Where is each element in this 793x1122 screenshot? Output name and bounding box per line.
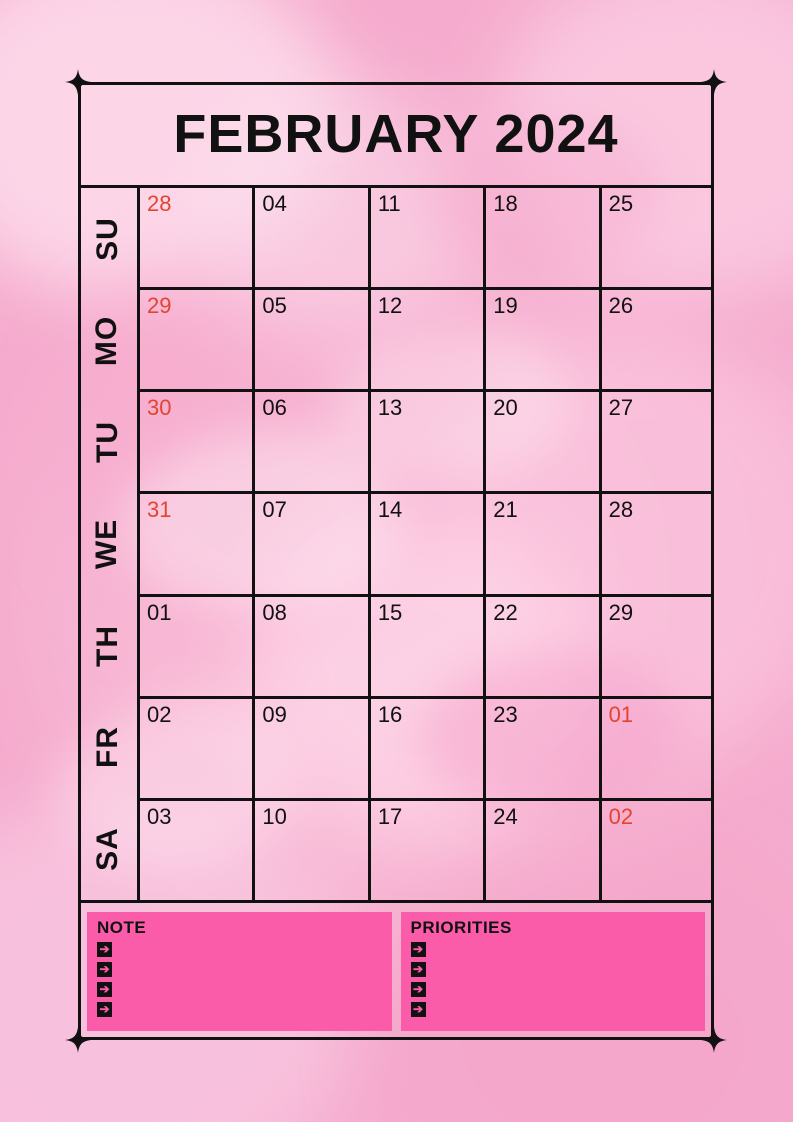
day-cell[interactable] (602, 597, 714, 696)
day-number: 04 (262, 191, 287, 216)
day-number: 03 (147, 803, 172, 829)
day-cell[interactable] (371, 392, 486, 491)
note-line[interactable] (97, 1000, 382, 1018)
day-number: 15 (377, 599, 403, 625)
day-number: 06 (262, 395, 287, 421)
arrow-right-icon: ➔ (411, 1002, 426, 1017)
day-cell[interactable] (602, 392, 714, 491)
day-cell[interactable] (486, 494, 601, 593)
arrow-right-icon: ➔ (97, 962, 112, 977)
day-number: 26 (608, 293, 634, 319)
day-number: 13 (377, 395, 403, 421)
day-cell[interactable] (602, 494, 714, 593)
day-cell[interactable] (255, 290, 370, 389)
day-cell[interactable] (371, 699, 486, 798)
priorities-line[interactable] (411, 1000, 696, 1018)
note-title: NOTE (97, 918, 147, 937)
arrow-right-icon: ➔ (97, 982, 112, 997)
weekday-label-th (78, 595, 137, 697)
day-cell[interactable] (602, 188, 714, 287)
page-title: FEBRUARY 2024 (173, 103, 619, 164)
day-number: 11 (377, 191, 401, 216)
priorities-line[interactable] (411, 980, 696, 998)
day-cell[interactable] (255, 392, 370, 491)
day-cell[interactable] (371, 597, 486, 696)
day-cell[interactable] (140, 699, 255, 798)
note-line-text[interactable] (118, 1009, 382, 1010)
day-number: 22 (493, 599, 518, 625)
day-rows (140, 188, 714, 900)
day-cell[interactable] (140, 494, 255, 593)
day-number: 29 (608, 599, 634, 625)
day-cell[interactable] (602, 699, 714, 798)
weekday-label-text: SA (90, 827, 124, 872)
day-number: 19 (493, 293, 518, 319)
arrow-right-icon: ➔ (411, 982, 426, 997)
weekday-label-text: TU (90, 421, 124, 464)
day-number: 21 (493, 497, 518, 523)
priorities-line[interactable] (411, 940, 696, 958)
day-number: 07 (262, 497, 287, 523)
day-number: 10 (262, 803, 287, 829)
day-cell[interactable] (255, 494, 370, 593)
day-number: 27 (608, 395, 634, 421)
week-row (140, 494, 714, 596)
note-line[interactable] (97, 940, 382, 958)
day-cell[interactable] (602, 801, 714, 900)
week-row (140, 597, 714, 699)
day-cell[interactable] (486, 188, 601, 287)
day-number: 17 (377, 803, 403, 829)
weekday-label-text: MO (90, 315, 124, 366)
weekday-label-fr (78, 697, 137, 799)
day-cell[interactable] (140, 392, 255, 491)
note-line[interactable] (97, 980, 382, 998)
week-row (140, 290, 714, 392)
arrow-right-icon: ➔ (411, 962, 426, 977)
note-lines (97, 940, 382, 1018)
weekday-label-text: SU (90, 217, 124, 261)
day-number: 12 (377, 293, 403, 319)
priorities-title: PRIORITIES (410, 918, 512, 937)
arrow-right-icon: ➔ (411, 942, 426, 957)
day-cell[interactable] (371, 801, 486, 900)
arrow-right-icon: ➔ (97, 1002, 112, 1017)
day-cell[interactable] (140, 597, 255, 696)
day-cell[interactable] (140, 188, 255, 287)
day-cell[interactable] (255, 699, 370, 798)
day-number: 02 (608, 803, 634, 829)
day-cell[interactable] (255, 597, 370, 696)
priorities-line-text[interactable] (432, 949, 696, 950)
weekday-label-text: TH (90, 624, 124, 667)
day-number: 31 (147, 497, 172, 523)
weekday-label-tu (78, 391, 137, 493)
day-number: 14 (377, 497, 403, 523)
week-row (140, 188, 714, 290)
day-number: 20 (493, 395, 518, 421)
week-row (140, 801, 714, 900)
day-cell[interactable] (602, 290, 714, 389)
day-number: 09 (262, 701, 287, 727)
day-cell[interactable] (140, 801, 255, 900)
calendar-title-bar (78, 82, 714, 188)
day-number: 30 (147, 395, 172, 421)
day-number: 28 (608, 497, 634, 523)
weekday-label-text: WE (90, 518, 124, 570)
bottom-panels (78, 900, 714, 1040)
day-cell[interactable] (255, 188, 370, 287)
weekday-label-su (78, 188, 137, 290)
note-line-text[interactable] (118, 949, 382, 950)
day-cell[interactable] (486, 699, 601, 798)
priorities-lines (411, 940, 696, 1018)
day-cell[interactable] (486, 392, 601, 491)
day-number: 01 (608, 701, 634, 727)
note-line[interactable] (97, 960, 382, 978)
weekday-label-sa (78, 798, 137, 900)
note-line-text[interactable] (118, 969, 382, 970)
priorities-line-text[interactable] (432, 989, 696, 990)
priorities-panel[interactable] (401, 912, 706, 1031)
arrow-right-icon: ➔ (97, 942, 112, 957)
day-number: 29 (147, 293, 172, 319)
day-number: 25 (608, 191, 634, 216)
day-number: 05 (262, 293, 287, 319)
day-cell[interactable] (255, 801, 370, 900)
day-cell[interactable] (486, 290, 601, 389)
calendar-grid (78, 188, 714, 900)
weekday-label-mo (78, 290, 137, 392)
day-number: 28 (147, 191, 172, 216)
priorities-line-text[interactable] (432, 1009, 696, 1010)
day-number: 24 (493, 803, 518, 829)
priorities-line-text[interactable] (432, 969, 696, 970)
day-cell[interactable] (371, 188, 486, 287)
weekday-label-column (78, 188, 140, 900)
day-number: 08 (262, 599, 287, 625)
day-number: 02 (147, 701, 172, 727)
note-panel[interactable] (87, 912, 392, 1031)
day-cell[interactable] (371, 290, 486, 389)
week-row (140, 392, 714, 494)
day-cell[interactable] (486, 801, 601, 900)
day-number: 18 (493, 191, 518, 216)
day-number: 16 (377, 701, 403, 727)
note-line-text[interactable] (118, 989, 382, 990)
calendar-frame (78, 82, 714, 1040)
day-cell[interactable] (140, 290, 255, 389)
day-number: 01 (147, 599, 172, 625)
weekday-label-text: FR (90, 726, 124, 769)
priorities-line[interactable] (411, 960, 696, 978)
day-cell[interactable] (371, 494, 486, 593)
weekday-label-we (78, 493, 137, 595)
day-number: 23 (493, 701, 518, 727)
week-row (140, 699, 714, 801)
day-cell[interactable] (486, 597, 601, 696)
